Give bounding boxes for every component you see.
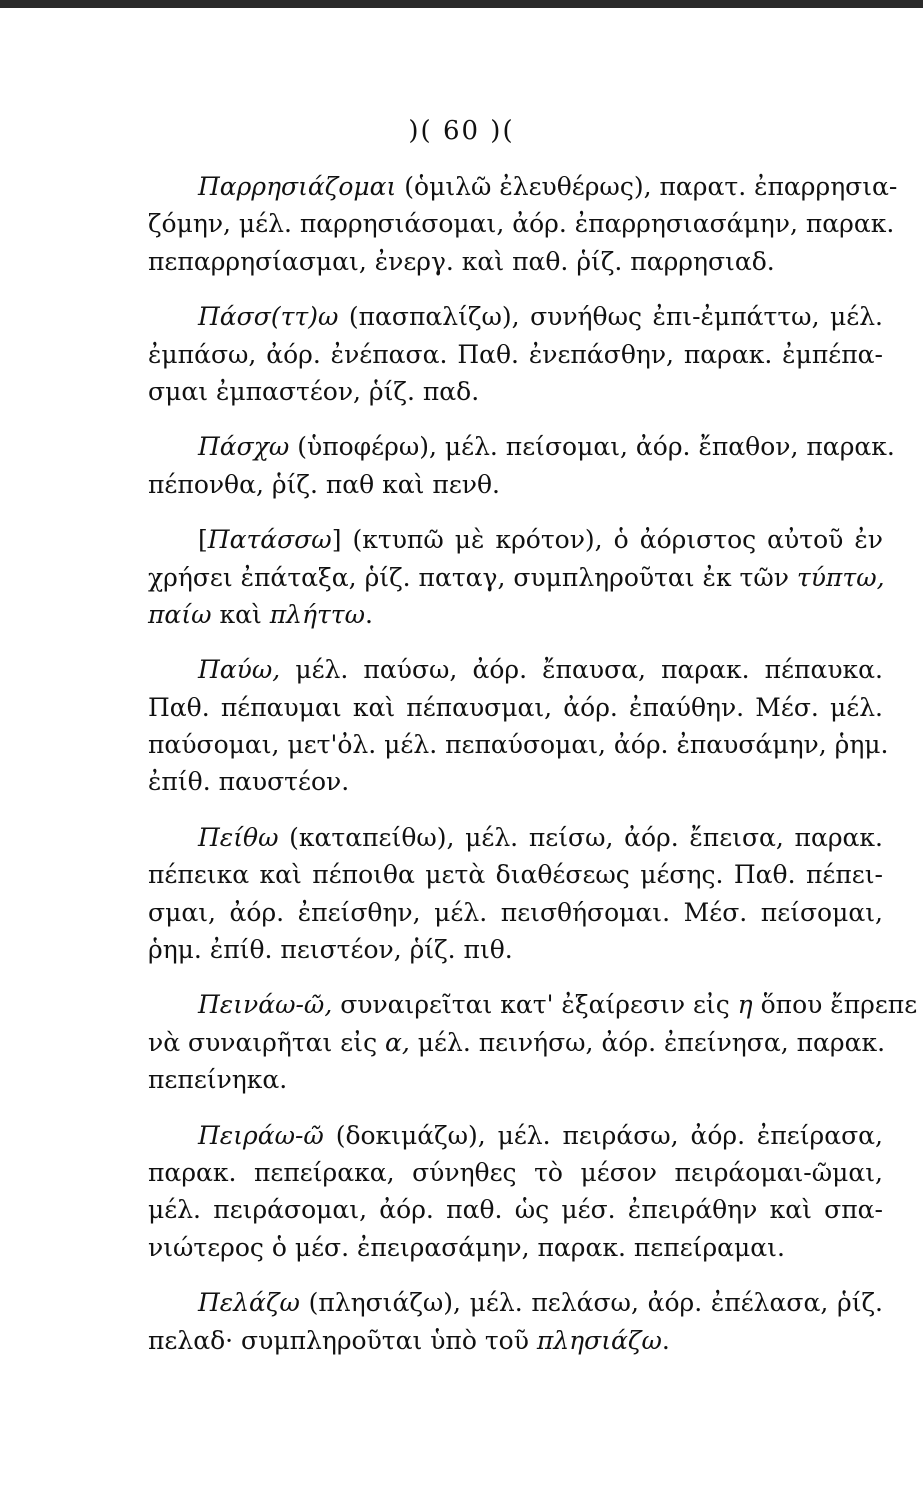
- italic-word: παίω: [148, 599, 212, 629]
- text-run: [: [198, 525, 208, 555]
- text-run: πελαδ· συμπληροῦται ὑπὸ τοῦ: [148, 1325, 537, 1355]
- italic-word: Παρρησιάζομαι: [198, 172, 397, 201]
- entry-line: [148, 1191, 883, 1228]
- text-run: ἐμπάσω, ἀόρ. ἐνέπασα. Παθ. ἐνεπάσθην, παρακ. ἐμπέπα-: [148, 339, 883, 369]
- text-run: πέπεικα καὶ πέποιθα μετὰ διαθέσεως μέσης. Παθ. πέπει-: [148, 860, 883, 890]
- text-run: καὶ: [211, 599, 270, 629]
- entry-line: [148, 1061, 883, 1098]
- text-run: (δοκιμάζω), μέλ. πειράσω, ἀόρ. ἐπείρασα,: [323, 1120, 883, 1150]
- text-run: (καταπείθω), μέλ. πείσω, ἀόρ. ἔπεισα, παρακ.: [278, 822, 883, 852]
- entry-line: [148, 1284, 883, 1321]
- entry-line: [148, 466, 883, 503]
- italic-word: η: [737, 990, 753, 1020]
- text-run: (ὑποφέρω), μέλ. πείσομαι, ἀόρ. ἔπαθον, παρακ.: [289, 432, 895, 462]
- text-run: ζόμην, μέλ. παρρησιάσομαι, ἀόρ. ἐπαρρησιασάμην, παρακ.: [148, 209, 895, 239]
- text-run: παρακ. πεπείρακα, σύνηθες τὸ μέσον πειράομαι-ῶμαι,: [148, 1157, 883, 1187]
- text-run: (πλησιάζω), μέλ. πελάσω, ἀόρ. ἐπέλασα, ῥίζ.: [299, 1288, 883, 1318]
- text-run: χρήσει ἐπάταξα, ῥίζ. παταγ, συμπληροῦται ἐκ τῶν: [148, 562, 797, 592]
- text-run: νὰ συναιρῆται εἰς: [148, 1027, 386, 1057]
- italic-word: α,: [385, 1027, 410, 1057]
- entry-line: [148, 1024, 886, 1061]
- entry-line: [148, 373, 883, 410]
- dictionary-entry: [148, 1117, 883, 1267]
- entry-line: [148, 1229, 883, 1266]
- entry-line: [148, 819, 883, 856]
- dictionary-entry: [148, 819, 883, 969]
- entry-gap: [148, 1099, 883, 1117]
- text-run: παύσομαι, μετ'ὀλ. μέλ. πεπαύσομαι, ἀόρ. ἐπαυσάμην, ῥημ.: [148, 730, 889, 760]
- text-run: ] (κτυπῶ μὲ κρότον), ὁ ἀόριστος αὐτοῦ ἐν: [331, 525, 883, 555]
- entry-gap: [148, 280, 883, 298]
- entry-line: [148, 931, 883, 968]
- dictionary-entry: [148, 428, 895, 503]
- text-run: πεπαρρησίασμαι, ἐνεργ. καὶ παθ. ῥίζ. παρρησιαδ.: [148, 246, 775, 276]
- text-run: συναιρεῖται κατ' ἐξαίρεσιν εἰς: [332, 990, 738, 1020]
- text-run: ῥημ. ἐπίθ. πειστέον, ῥίζ. πιθ.: [148, 935, 513, 965]
- italic-word: Πεινάω-ῶ,: [198, 990, 333, 1020]
- text-run: .: [661, 1325, 670, 1355]
- italic-word: Πατάσσω: [207, 525, 332, 555]
- entry-gap: [148, 410, 883, 428]
- text-run: Παθ. πέπαυμαι καὶ πέπαυσμαι, ἀόρ. ἐπαύθην. Μέσ. μέλ.: [148, 692, 883, 722]
- entry-line: [148, 763, 883, 800]
- italic-word: Πάσχω: [198, 432, 290, 462]
- text-run: σμαι, ἀόρ. ἐπείσθην, μέλ. πεισθήσομαι. Μέσ. πείσομαι,: [148, 897, 883, 927]
- text-run: ἐπίθ. παυστέον.: [148, 767, 350, 797]
- entry-line: [148, 596, 883, 633]
- italic-word: τύπτω,: [796, 562, 885, 592]
- entry-gap: [148, 503, 883, 521]
- entry-line: [148, 298, 883, 335]
- text-run: ὅπου ἔπρεπε: [752, 990, 918, 1020]
- entry-line: [148, 726, 889, 763]
- entry-line: [148, 856, 883, 893]
- text-run: μέλ. παύσω, ἀόρ. ἔπαυσα, παρακ. πέπαυκα.: [280, 655, 883, 685]
- entry-line: [148, 651, 883, 688]
- italic-word: Παύω,: [198, 655, 281, 685]
- entry-line: [148, 1117, 883, 1154]
- dictionary-entry: [148, 986, 918, 1098]
- text-run: πεπείνηκα.: [148, 1065, 288, 1095]
- entry-gap: [148, 633, 883, 651]
- entry-line: [148, 1154, 883, 1191]
- dictionary-entries: [148, 168, 918, 1359]
- text-run: (ὁμιλῶ ἐλευθέρως), παρατ. ἐπαρρησια-: [396, 172, 898, 201]
- dictionary-entry: [148, 168, 898, 280]
- entry-line: [148, 428, 895, 465]
- text-run: νιώτερος ὁ μέσ. ἐπειρασάμην, παρακ. πεπείραμαι.: [148, 1232, 785, 1262]
- entry-line: [148, 1322, 883, 1359]
- italic-word: Πελάζω: [198, 1288, 300, 1318]
- dictionary-entry: [148, 298, 883, 410]
- entry-line: [148, 168, 898, 205]
- italic-word: πλήττω: [269, 599, 366, 629]
- entry-line: [148, 894, 883, 931]
- text-run: (πασπαλίζω), συνήθως ἐπι-ἐμπάττω, μέλ.: [338, 302, 883, 332]
- entry-gap: [148, 1266, 883, 1284]
- italic-word: Πείθω: [198, 822, 279, 852]
- italic-word: Πάσσ(ττ)ω: [198, 302, 339, 332]
- italic-word: Πειράω-ῶ: [198, 1120, 324, 1150]
- entry-line: [148, 243, 883, 280]
- text-run: μέλ. πειράσομαι, ἀόρ. παθ. ὡς μέσ. ἐπειράθην καὶ σπα-: [148, 1195, 883, 1225]
- entry-line: [148, 559, 883, 596]
- text-run: πέπονθα, ῥίζ. παθ καὶ πενθ.: [148, 469, 500, 499]
- entry-line: [148, 205, 895, 242]
- entry-gap: [148, 968, 883, 986]
- dictionary-entry: [148, 1284, 883, 1359]
- page-number: )( 60 )(: [408, 116, 515, 146]
- text-run: μέλ. πεινήσω, ἀόρ. ἐπείνησα, παρακ.: [409, 1027, 886, 1057]
- dictionary-entry: [148, 521, 883, 633]
- entry-line: [148, 336, 883, 373]
- entry-line: [148, 689, 883, 726]
- text-run: σμαι ἐμπαστέον, ῥίζ. παδ.: [148, 376, 480, 406]
- entry-gap: [148, 801, 883, 819]
- text-run: .: [365, 599, 373, 629]
- page-top-edge: [0, 0, 923, 8]
- entry-line: [148, 986, 918, 1023]
- dictionary-entry: [148, 651, 889, 801]
- italic-word: πλησιάζω: [536, 1325, 662, 1355]
- entry-line: [148, 521, 883, 558]
